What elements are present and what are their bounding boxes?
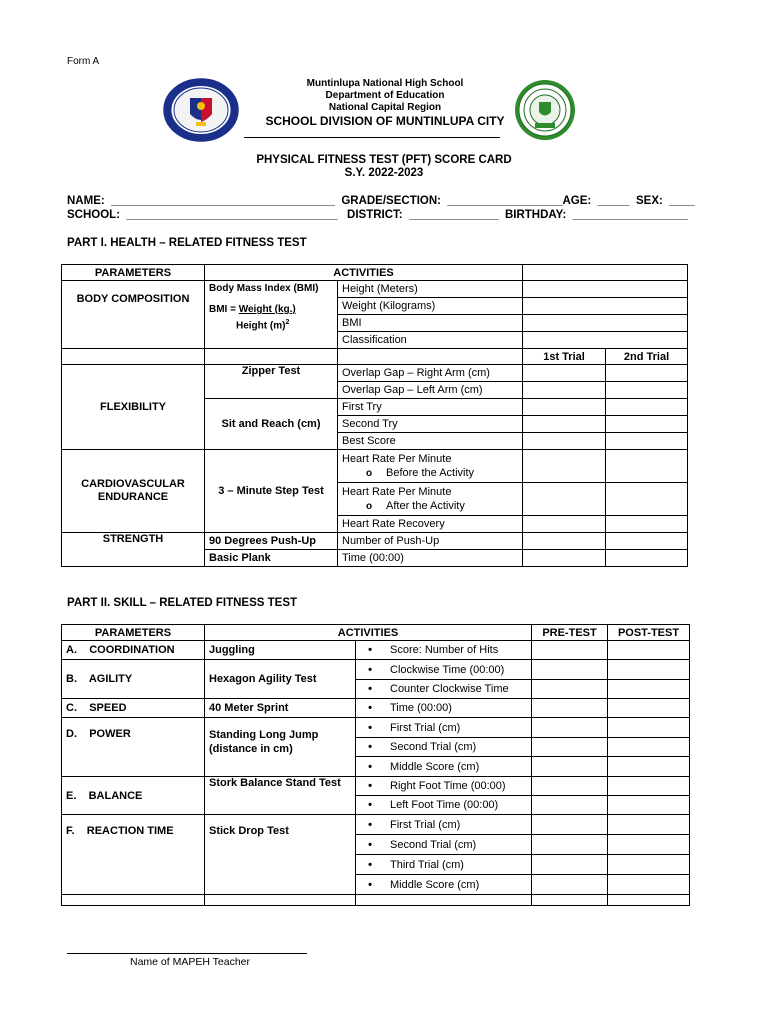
trial-2-cell[interactable] — [606, 450, 688, 483]
param-power: D. POWER — [62, 718, 205, 777]
pre-test-cell[interactable] — [532, 875, 608, 895]
pre-test-cell[interactable] — [532, 855, 608, 875]
param-strength: STRENGTH — [62, 533, 205, 567]
blank-cell — [338, 349, 523, 365]
pre-test-cell[interactable] — [532, 796, 608, 815]
blank-cell — [532, 895, 608, 906]
trial-2-cell[interactable] — [606, 533, 688, 550]
pre-test-cell[interactable] — [532, 815, 608, 835]
stick-drop-test: Stick Drop Test — [205, 815, 356, 895]
activity-first-try: First Try — [338, 399, 523, 416]
bmi-numerator: Weight (kg.) — [238, 304, 296, 315]
param-speed: C. SPEED — [62, 699, 205, 718]
hr-label: Heart Rate Per Minute — [342, 453, 452, 465]
signature-line[interactable] — [67, 953, 307, 954]
trial-2-cell[interactable] — [606, 416, 688, 433]
long-jump-line-1: Standing Long Jump — [209, 729, 319, 741]
post-test-cell[interactable] — [608, 835, 690, 855]
activity-pushup-count: Number of Push-Up — [338, 533, 523, 550]
activity-second-try: Second Try — [338, 416, 523, 433]
trial-1-cell[interactable] — [523, 516, 606, 533]
param-flexibility: FLEXIBILITY — [62, 365, 205, 450]
stork-test: Stork Balance Stand Test — [205, 777, 356, 815]
cardio-line-1: CARDIOVASCULAR — [81, 478, 185, 490]
col-activities: ACTIVITIES — [205, 625, 532, 641]
plank-test: Basic Plank — [205, 550, 338, 567]
region-name: National Capital Region — [328, 102, 442, 113]
param-balance: E. BALANCE — [62, 777, 205, 815]
activity-middle-score: • Middle Score (cm) — [356, 757, 532, 777]
trial-2-cell[interactable] — [606, 399, 688, 416]
post-test-cell[interactable] — [608, 660, 690, 680]
part1-heading: PART I. HEALTH – RELATED FITNESS TEST — [67, 237, 307, 249]
division-name: SCHOOL DIVISION OF MUNTINLUPA CITY — [265, 114, 505, 128]
activity-time: • Time (00:00) — [356, 699, 532, 718]
cardio-line-2: ENDURANCE — [97, 491, 169, 503]
bmi-power: 2 — [285, 319, 290, 326]
trial-2-cell[interactable] — [606, 365, 688, 382]
trial-2-cell[interactable] — [606, 516, 688, 533]
score-cell[interactable] — [523, 298, 688, 315]
pre-test-cell[interactable] — [532, 660, 608, 680]
form-code: Form A — [67, 56, 100, 67]
pre-test-cell[interactable] — [532, 777, 608, 796]
post-test-cell[interactable] — [608, 757, 690, 777]
activity-second-trial: • Second Trial (cm) — [356, 738, 532, 757]
pre-test-cell[interactable] — [532, 641, 608, 660]
trial-2-cell[interactable] — [606, 433, 688, 450]
post-test-cell[interactable] — [608, 815, 690, 835]
activity-hits: • Score: Number of Hits — [356, 641, 532, 660]
activity-clockwise: • Clockwise Time (00:00) — [356, 660, 532, 680]
trial-1-cell[interactable] — [523, 382, 606, 399]
col-activities: ACTIVITIES — [205, 265, 523, 281]
school-name: Muntinlupa National High School — [306, 78, 464, 89]
hr-label: Heart Rate Per Minute — [342, 486, 452, 498]
score-cell[interactable] — [523, 265, 688, 281]
after-activity: o After the Activity — [342, 499, 518, 513]
trial-1-cell[interactable] — [523, 433, 606, 450]
score-cell[interactable] — [523, 281, 688, 298]
activity-first-trial: • First Trial (cm) — [356, 718, 532, 738]
trial-1-cell[interactable] — [523, 365, 606, 382]
col-parameters: PARAMETERS — [62, 625, 205, 641]
trial-2-header: 2nd Trial — [606, 349, 688, 365]
department-name: Department of Education — [325, 90, 445, 101]
deped-seal-icon — [163, 78, 239, 142]
post-test-cell[interactable] — [608, 718, 690, 738]
score-cell[interactable] — [523, 315, 688, 332]
blank-cell — [608, 895, 690, 906]
step-test: 3 – Minute Step Test — [205, 450, 338, 533]
before-activity: o Before the Activity — [342, 466, 518, 480]
activity-second-trial: • Second Trial (cm) — [356, 835, 532, 855]
post-test-cell[interactable] — [608, 875, 690, 895]
post-test-cell[interactable] — [608, 680, 690, 699]
col-post-test: POST-TEST — [608, 625, 690, 641]
blank-cell — [62, 895, 205, 906]
activity-overlap-left: Overlap Gap – Left Arm (cm) — [338, 382, 523, 399]
student-info-row-1: NAME: ___________________________________ GRADE/SECTION: __________________AGE: _____ SEX: ____ — [67, 195, 695, 207]
pre-test-cell[interactable] — [532, 718, 608, 738]
blank-cell — [205, 895, 356, 906]
activity-counter-clockwise: • Counter Clockwise Time — [356, 680, 532, 699]
signature-label: Name of MAPEH Teacher — [130, 956, 251, 968]
part2-heading: PART II. SKILL – RELATED FITNESS TEST — [67, 597, 298, 609]
header-rule — [244, 137, 500, 138]
param-coordination: A. COORDINATION — [62, 641, 205, 660]
student-info-row-2: SCHOOL: _________________________________ DISTRICT: ______________ BIRTHDAY: __________________ — [67, 209, 688, 221]
post-test-cell[interactable] — [608, 796, 690, 815]
param-reaction-time: F. REACTION TIME — [62, 815, 205, 895]
trial-1-cell[interactable] — [523, 533, 606, 550]
school-seal-icon — [509, 78, 581, 142]
blank-cell — [356, 895, 532, 906]
juggling-test: Juggling — [205, 641, 356, 660]
activity-bmi: BMI — [338, 315, 523, 332]
school-header — [230, 78, 540, 128]
param-body-composition: BODY COMPOSITION — [62, 281, 205, 349]
trial-1-cell[interactable] — [523, 550, 606, 567]
pushup-test: 90 Degrees Push-Up — [205, 533, 338, 550]
activity-hr-before — [338, 450, 523, 483]
title-line: PHYSICAL FITNESS TEST (PFT) SCORE CARD — [256, 154, 512, 166]
trial-1-cell[interactable] — [523, 483, 606, 516]
activity-classification: Classification — [338, 332, 523, 349]
trial-1-cell[interactable] — [523, 416, 606, 433]
document-title — [200, 154, 568, 180]
bmi-prefix: BMI = — [209, 304, 239, 315]
blank-cell — [62, 349, 205, 365]
pre-test-cell[interactable] — [532, 699, 608, 718]
col-parameters: PARAMETERS — [62, 265, 205, 281]
param-agility: B. AGILITY — [62, 660, 205, 699]
post-test-cell[interactable] — [608, 777, 690, 796]
activity-weight: Weight (Kilograms) — [338, 298, 523, 315]
activity-middle-score: • Middle Score (cm) — [356, 875, 532, 895]
activity-hr-recovery: Heart Rate Recovery — [338, 516, 523, 533]
zipper-test: Zipper Test — [205, 365, 338, 399]
bmi-denominator: Height (m) — [236, 320, 286, 332]
trial-2-cell[interactable] — [606, 382, 688, 399]
post-test-cell[interactable] — [608, 855, 690, 875]
activity-hr-after — [338, 483, 523, 516]
trial-1-cell[interactable] — [523, 399, 606, 416]
bmi-formula — [205, 281, 338, 349]
sprint-test: 40 Meter Sprint — [205, 699, 356, 718]
activity-height: Height (Meters) — [338, 281, 523, 298]
trial-1-header: 1st Trial — [523, 349, 606, 365]
activity-best-score: Best Score — [338, 433, 523, 450]
blank-cell — [205, 349, 338, 365]
bmi-title: Body Mass Index (BMI) — [209, 283, 319, 294]
trial-2-cell[interactable] — [606, 550, 688, 567]
hexagon-test: Hexagon Agility Test — [205, 660, 356, 699]
school-year: S.Y. 2022-2023 — [344, 167, 424, 179]
long-jump-line-2: (distance in cm) — [209, 743, 293, 755]
trial-1-cell[interactable] — [523, 450, 606, 483]
pre-test-cell[interactable] — [532, 835, 608, 855]
pre-test-cell[interactable] — [532, 680, 608, 699]
col-pre-test: PRE-TEST — [532, 625, 608, 641]
activity-overlap-right: Overlap Gap – Right Arm (cm) — [338, 365, 523, 382]
health-fitness-table — [61, 264, 688, 567]
post-test-cell[interactable] — [608, 699, 690, 718]
pre-test-cell[interactable] — [532, 738, 608, 757]
long-jump-test — [205, 718, 356, 777]
param-cardiovascular — [62, 450, 205, 533]
pre-test-cell[interactable] — [532, 757, 608, 777]
activity-plank-time: Time (00:00) — [338, 550, 523, 567]
activity-third-trial: • Third Trial (cm) — [356, 855, 532, 875]
post-test-cell[interactable] — [608, 641, 690, 660]
skill-fitness-table — [61, 624, 690, 906]
activity-right-foot: • Right Foot Time (00:00) — [356, 777, 532, 796]
post-test-cell[interactable] — [608, 738, 690, 757]
score-cell[interactable] — [523, 332, 688, 349]
activity-first-trial: • First Trial (cm) — [356, 815, 532, 835]
sit-and-reach: Sit and Reach (cm) — [205, 399, 338, 450]
trial-2-cell[interactable] — [606, 483, 688, 516]
activity-left-foot: • Left Foot Time (00:00) — [356, 796, 532, 815]
